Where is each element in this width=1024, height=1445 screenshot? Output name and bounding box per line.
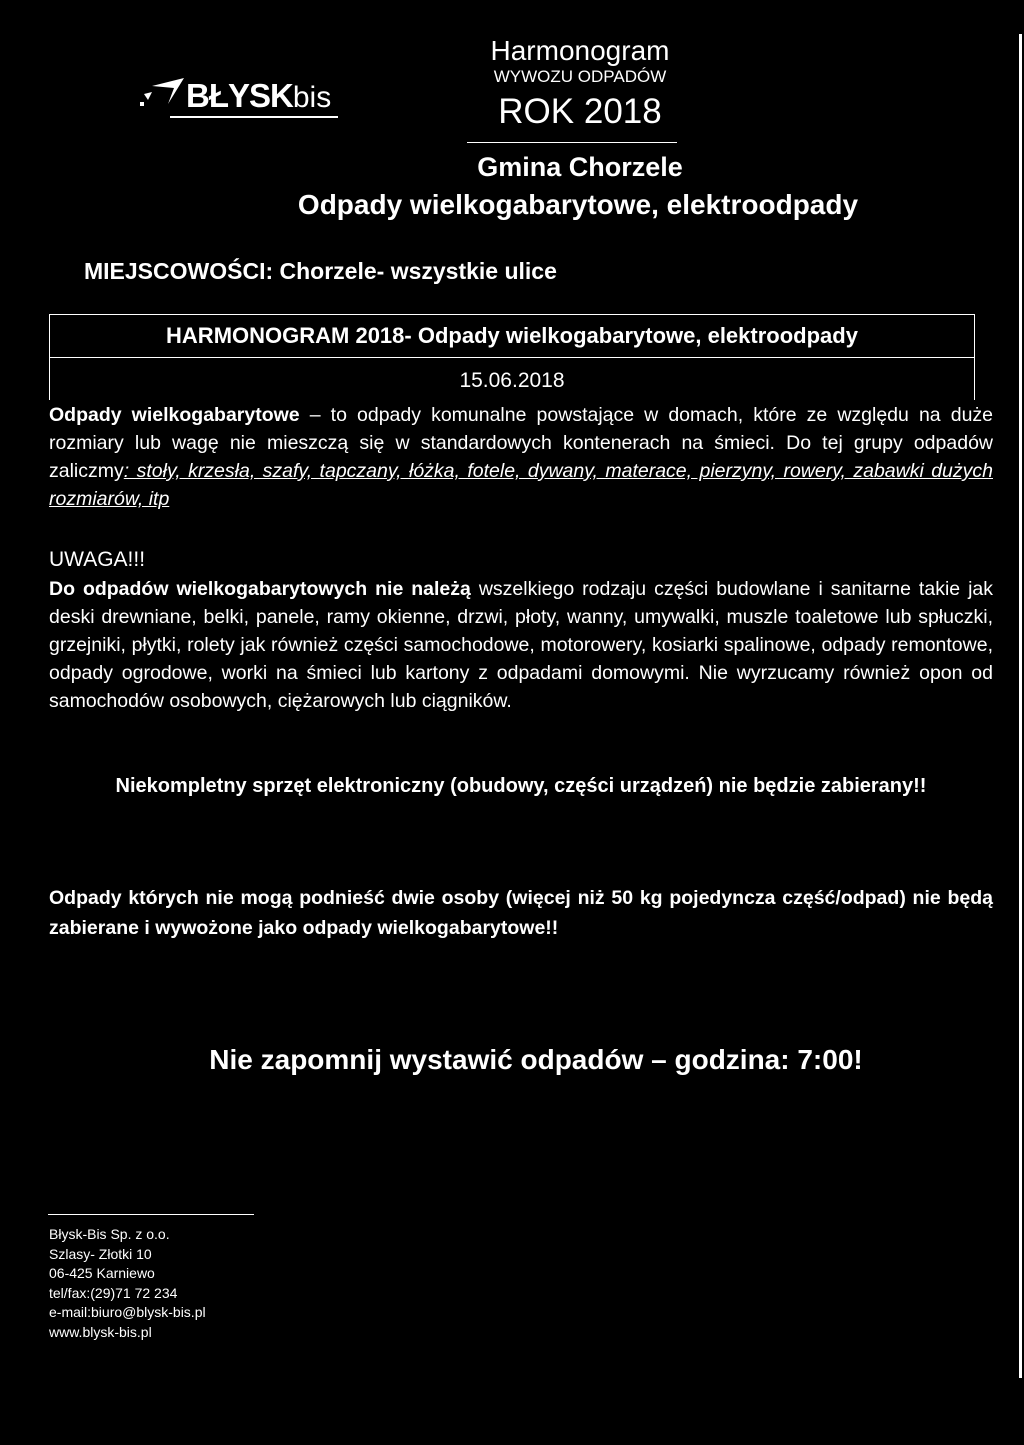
definition-term: Odpady wielkogabarytowe — [49, 404, 300, 426]
company-logo — [138, 64, 338, 124]
company-contact — [49, 1225, 206, 1342]
phone-number: tel/fax:(29)71 72 234 — [49, 1284, 178, 1301]
address-line-2: 06-425 Karniewo — [49, 1265, 155, 1281]
locations-line: MIEJSCOWOŚCI: Chorzele- wszystkie ulice — [84, 258, 557, 284]
warning-heading: UWAGA!!! — [49, 548, 146, 571]
waste-type-heading: Odpady wielkogabarytowe, elektroodpady — [297, 189, 859, 220]
address-line-1: Szlasy- Złotki 10 — [49, 1245, 152, 1262]
company-name: Błysk-Bis Sp. z o.o. — [49, 1226, 170, 1242]
page-edge-bar — [1019, 34, 1022, 1378]
email-address: e-mail:biuro@blysk-bis.pl — [49, 1304, 206, 1320]
logo-underline — [170, 116, 338, 118]
pickup-time-reminder: Nie zapomnij wystawić odpadów – godzina: 7:00! — [209, 1044, 863, 1075]
definition-paragraph — [49, 401, 993, 513]
gmina-name: Gmina Chorzele — [477, 152, 683, 182]
logo-wordmark: BŁYSKbis — [186, 77, 332, 114]
definition-text: – to odpady komunalne powstające w domach, które ze względu na duże rozmiary lub wagę nie mieszczą się w standardowych kontenerach na śmieci. Do tej grupy odpadów zaliczmy — [49, 404, 994, 482]
page-title: Harmonogram — [490, 35, 670, 66]
page-year: ROK 2018 — [498, 92, 662, 131]
warning-text: wszelkiego rodzaju części budowlane i sanitarne takie jak deski drewniane, belki, panele, ramy okienne, drzwi, płoty, wanny, umywalki, muszle toaletowe lub spłuczki, grzejniki, płytki, rolety jak również części samochodowe, motorowery, kosiarki spalinowe, odpady remontowe, odpady ogrodowe, worki na śmieci lub kartony z odpadami domowymi. Nie wyrzucamy również opon od samochodów osobowych, ciężarowych lub ciągników. — [49, 578, 993, 712]
schedule-date: 15.06.2018 — [459, 369, 565, 392]
warning-paragraph — [49, 575, 993, 715]
page-subtitle: WYWOZU ODPADÓW — [493, 67, 667, 86]
footer-divider — [48, 1214, 254, 1215]
schedule-table — [49, 314, 975, 400]
definition-items: : stoły, krzesła, szafy, tapczany, łóżka, fotele, dywany, materace, pierzyny, rowery, zabawki dużych rozmiarów, itp — [49, 460, 993, 510]
weight-notice: Odpady których nie mogą podnieść dwie osoby (więcej niż 50 kg pojedyncza część/odpad) nie będą zabierane i wywożone jako odpady wielkogabarytowe!! — [49, 887, 993, 939]
title-divider — [467, 142, 677, 143]
schedule-header: HARMONOGRAM 2018- Odpady wielkogabarytowe, elektroodpady — [50, 315, 974, 358]
warning-lead: Do odpadów wielkogabarytowych nie należą — [49, 578, 471, 600]
website-link[interactable]: www.blysk-bis.pl — [49, 1323, 152, 1340]
electronics-notice: Niekompletny sprzęt elektroniczny (obudowy, części urządzeń) nie będzie zabierany!! — [115, 775, 927, 797]
